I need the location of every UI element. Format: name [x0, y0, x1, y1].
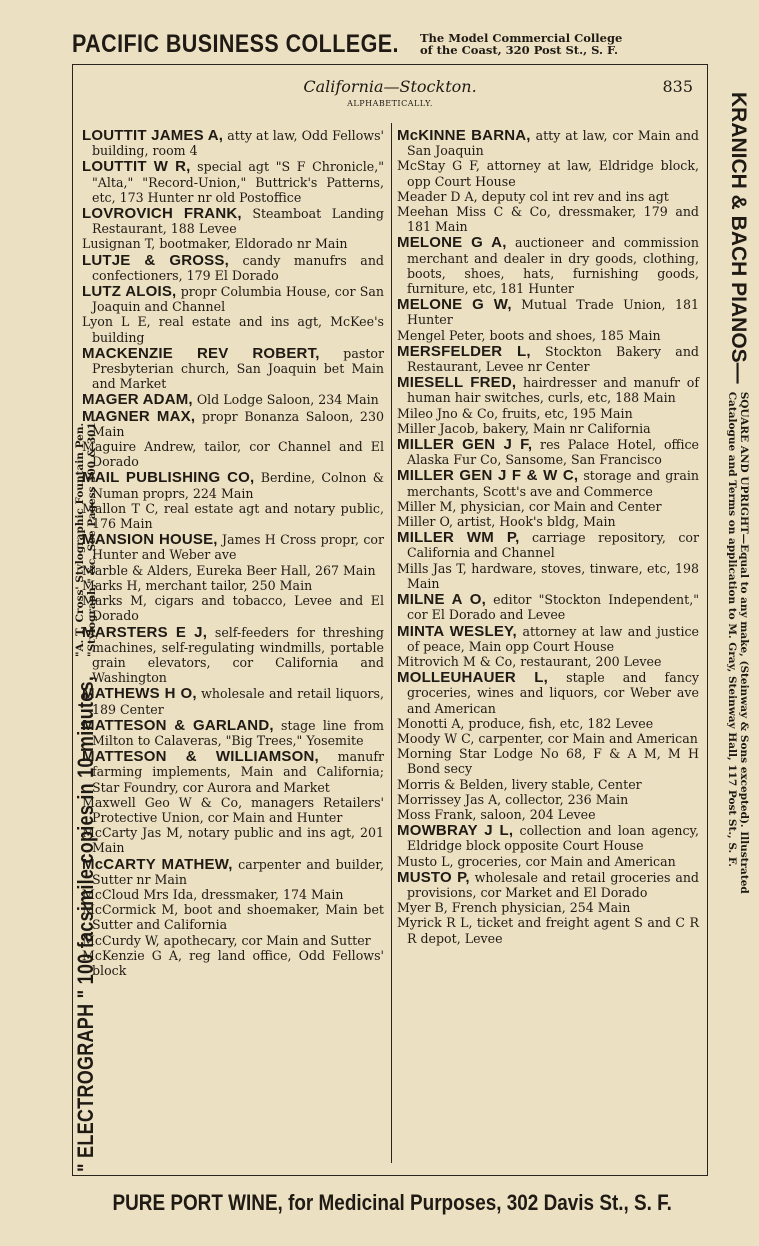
- right-column: [397, 127, 699, 946]
- entry-details: candy manufrs and confectioners, 179 El Dorado: [92, 252, 384, 283]
- entry-details: atty at law, Odd Fellows' building, room 4: [92, 128, 384, 159]
- entry-details: editor "Stockton Independent," cor El Dorado and Levee: [407, 592, 699, 623]
- directory-entry: [82, 284, 384, 314]
- entry-details: McStay G F, attorney at law, Eldridge block, opp Court House: [397, 158, 699, 189]
- entry-name: LUTJE & GROSS,: [82, 251, 229, 269]
- entry-details: Meader D A, deputy col int rev and ins agt: [397, 188, 669, 204]
- entry-name: MINTA WESLEY,: [397, 622, 517, 640]
- right-advert-main: KRANICH & BACH PIANOS—: [727, 92, 750, 384]
- entry-name: MATTESON & WILLIAMSON,: [82, 748, 319, 766]
- entry-name: MANSION HOUSE,: [82, 531, 218, 549]
- directory-entry: [82, 933, 384, 948]
- page-number: 835: [662, 77, 693, 96]
- directory-entry: [397, 854, 699, 869]
- directory-entry: [397, 807, 699, 822]
- entry-details: Marks M, cigars and tobacco, Levee and El Dorado: [82, 593, 384, 624]
- directory-entry: [82, 825, 384, 855]
- page-subtitle: ALPHABETICALLY.: [347, 99, 433, 108]
- left-advert-sub-line-2: "Stylograph," &c. See Pagess 300 & 301.: [86, 418, 98, 658]
- directory-entry: [82, 593, 384, 623]
- entry-details: Mileo Jno & Co, fruits, etc, 195 Main: [397, 405, 633, 421]
- entry-details: McCloud Mrs Ida, dressmaker, 174 Main: [82, 886, 344, 902]
- directory-entry: [397, 592, 699, 622]
- entry-details: Morning Star Lodge No 68, F & A M, M H Bond secy: [397, 746, 699, 777]
- entry-details: Maguire Andrew, tailor, cor Channel and El Dorado: [82, 439, 384, 470]
- entry-name: MUSTO P,: [397, 868, 470, 886]
- left-column: [82, 127, 384, 978]
- directory-entry: [82, 686, 384, 716]
- entry-name: MAGNER MAX,: [82, 407, 196, 425]
- top-advert-subtitle: [420, 32, 700, 56]
- directory-entry: [82, 439, 384, 469]
- top-advert-line-1: The Model Commercial College: [420, 31, 623, 45]
- directory-entry: [397, 344, 699, 374]
- entry-details: Miller Jacob, bakery, Main nr California: [397, 420, 651, 436]
- directory-entry: [397, 406, 699, 421]
- entry-details: res Palace Hotel, office Alaska Fur Co, Sansome, San Francisco: [407, 437, 700, 468]
- entry-details: Mengel Peter, boots and shoes, 185 Main: [397, 327, 661, 343]
- entry-details: self-feeders for threshing machines, self-regulating windmills, portable grain elevators, cor California and Washington: [92, 624, 384, 686]
- entry-details: Miller O, artist, Hook's bldg, Main: [397, 514, 616, 530]
- entry-name: MAIL PUBLISHING CO,: [82, 469, 255, 487]
- entry-details: Moody W C, carpenter, cor Main and American: [397, 730, 698, 746]
- entry-name: MAGER ADAM,: [82, 391, 193, 409]
- entry-details: pastor Presbyterian church, San Joaquin bet Main and Market: [92, 345, 384, 392]
- directory-entry: [397, 823, 699, 853]
- entry-details: Musto L, groceries, cor Main and American: [397, 853, 676, 869]
- directory-entry: [82, 253, 384, 283]
- entry-details: attorney at law and justice of peace, Main opp Court House: [407, 623, 699, 654]
- entry-details: carriage repository, cor California and Channel: [407, 530, 699, 561]
- page-header: [73, 75, 707, 111]
- directory-entry: [397, 235, 699, 296]
- entry-details: McKenzie G A, reg land office, Odd Fellows' block: [82, 947, 384, 978]
- entry-name: MILLER WM P,: [397, 529, 520, 547]
- directory-entry: [397, 204, 699, 234]
- directory-entry: [397, 468, 699, 498]
- entry-details: Mills Jas T, hardware, stoves, tinware, etc, 198 Main: [397, 560, 699, 591]
- directory-entry: [82, 532, 384, 562]
- entry-details: Myrick R L, ticket and freight agent S and C R R depot, Levee: [397, 915, 699, 946]
- directory-entry: [82, 470, 384, 500]
- directory-entry: [82, 578, 384, 593]
- directory-entry: [397, 437, 699, 467]
- directory-entry: [82, 563, 384, 578]
- directory-entry: [397, 777, 699, 792]
- directory-entry: [397, 654, 699, 669]
- directory-entry: [397, 716, 699, 731]
- entry-name: LOUTTIT JAMES A,: [82, 127, 224, 144]
- entry-details: stage line from Milton to Calaveras, "Big Trees," Yosemite: [92, 717, 384, 748]
- entry-name: MACKENZIE REV ROBERT,: [82, 344, 320, 362]
- top-advert-banner: [72, 24, 712, 64]
- directory-entry: [397, 670, 699, 716]
- directory-entry: [397, 421, 699, 436]
- directory-entry: [82, 749, 384, 795]
- entry-details: James H Cross propr, cor Hunter and Weber ave: [92, 532, 384, 563]
- entry-name: MOLLEUHAUER L,: [397, 669, 549, 687]
- entry-details: Meehan Miss C & Co, dressmaker, 179 and 181 Main: [397, 204, 699, 235]
- right-advert-sub: [726, 392, 750, 894]
- directory-entry: [82, 392, 384, 407]
- entry-name: MELONE G A,: [397, 234, 507, 252]
- directory-entry: [397, 189, 699, 204]
- entry-details: Mallon T C, real estate agt and notary public, 176 Main: [82, 500, 384, 532]
- directory-entry: [82, 346, 384, 392]
- directory-entry: [82, 128, 384, 158]
- entry-name: McCARTY MATHEW,: [82, 855, 233, 873]
- entry-details: Steamboat Landing Restaurant, 188 Levee: [92, 206, 384, 237]
- entry-details: special agt "S F Chronicle," "Alta," "Record-Union," Buttrick's Patterns, etc, 173 Hunter nr old Postoffice: [92, 159, 384, 205]
- directory-entry: [397, 514, 699, 529]
- directory-entry: [82, 409, 384, 439]
- entry-details: Marks H, merchant tailor, 250 Main: [82, 577, 313, 593]
- page-title: California—Stockton.: [303, 77, 477, 96]
- entry-details: McCarty Jas M, notary public and ins agt, 201 Main: [82, 825, 384, 856]
- entry-details: Moss Frank, saloon, 204 Levee: [397, 806, 596, 822]
- entry-details: McCurdy W, apothecary, cor Main and Sutter: [82, 932, 371, 948]
- entry-details: Berdine, Colnon & Numan proprs, 224 Main: [92, 470, 385, 501]
- entry-details: Morris & Belden, livery stable, Center: [397, 776, 642, 792]
- entry-details: propr Bonanza Saloon, 230 Main: [92, 408, 384, 439]
- entry-details: Lusignan T, bootmaker, Eldorado nr Main: [82, 236, 348, 252]
- entry-name: LOVROVICH FRANK,: [82, 205, 242, 223]
- entry-name: MIESELL FRED,: [397, 374, 517, 392]
- directory-entry: [82, 902, 384, 932]
- directory-entry: [82, 887, 384, 902]
- left-advert-sub-line-1: "A. T. Cross' Stylographic Fountain Pen.: [74, 422, 86, 658]
- directory-entry: [82, 795, 384, 825]
- entry-name: MOWBRAY J L,: [397, 822, 514, 840]
- entry-details: Morrissey Jas A, collector, 236 Main: [397, 791, 629, 807]
- directory-entry: [82, 206, 384, 236]
- entry-details: atty at law, cor Main and San Joaquin: [407, 128, 699, 159]
- directory-entry: [397, 128, 699, 158]
- directory-entry: [397, 297, 699, 327]
- entry-details: wholesale and retail groceries and provisions, cor Market and El Dorado: [407, 869, 699, 900]
- directory-entry: [397, 900, 699, 915]
- entry-details: Monotti A, produce, fish, etc, 182 Levee: [397, 715, 654, 731]
- entry-name: MILLER GEN J F & W C,: [397, 467, 579, 485]
- left-advert-main: " ELECTROGRAPH " 100 facsimile copies in 10 minutes,: [73, 675, 98, 1172]
- entry-details: manufr farming implements, Main and California; Star Foundry, cor Aurora and Market: [92, 749, 384, 795]
- entry-details: carpenter and builder, Sutter nr Main: [92, 856, 384, 887]
- entry-name: LOUTTIT W R,: [82, 158, 191, 176]
- directory-entry: [82, 718, 384, 748]
- right-advert-sub-line-1: SQUARE AND UPRIGHT—Equal to any make, (Steinway & Sons excepted). Illustrated: [738, 391, 750, 894]
- top-advert-line-2: of the Coast, 320 Post St., S. F.: [420, 43, 619, 57]
- directory-entry: [397, 915, 699, 945]
- directory-entry: [397, 561, 699, 591]
- directory-entry: [397, 158, 699, 188]
- directory-entry: [82, 857, 384, 887]
- directory-entry: [397, 624, 699, 654]
- directory-entry: [397, 870, 699, 900]
- entry-name: MATTESON & GARLAND,: [82, 716, 274, 734]
- entry-details: staple and fancy groceries, wines and liquors, cor Weber ave and American: [407, 670, 699, 716]
- directory-entry: [397, 530, 699, 560]
- directory-entry: [397, 499, 699, 514]
- directory-entry: [397, 746, 699, 776]
- right-advert-sub-line-2: Catalogue and Terms on application to M. Gray, Steinway Hall, 117 Post St., S. F.: [726, 391, 738, 867]
- entry-details: propr Columbia House, cor San Joaquin and Channel: [92, 284, 384, 315]
- entry-name: McKINNE BARNA,: [397, 127, 531, 144]
- entry-details: auctioneer and commission merchant and dealer in dry goods, clothing, boots, shoes, hats, furnishing goods, furniture, etc, 181 Hunter: [407, 235, 699, 297]
- directory-entry: [82, 625, 384, 686]
- directory-entry: [397, 731, 699, 746]
- entry-details: Maxwell Geo W & Co, managers Retailers' Protective Union, cor Main and Hunter: [82, 794, 384, 825]
- entry-name: MELONE G W,: [397, 296, 512, 314]
- entry-details: collection and loan agency, Eldridge block opposite Court House: [407, 823, 699, 854]
- directory-entry: [82, 314, 384, 344]
- entry-details: wholesale and retail liquors, 189 Center: [92, 686, 384, 717]
- bottom-advert-banner: [72, 1180, 712, 1226]
- entry-name: MATHEWS H O,: [82, 685, 197, 703]
- directory-entry: [82, 501, 384, 531]
- entry-details: Old Lodge Saloon, 234 Main: [196, 392, 379, 408]
- entry-name: MILNE A O,: [397, 591, 486, 609]
- entry-details: Stockton Bakery and Restaurant, Levee nr Center: [407, 343, 699, 375]
- entry-details: Mitrovich M & Co, restaurant, 200 Levee: [397, 653, 662, 669]
- entry-details: McCormick M, boot and shoemaker, Main bet Sutter and California: [82, 902, 384, 933]
- directory-entry: [397, 792, 699, 807]
- entry-details: Myer B, French physician, 254 Main: [397, 900, 631, 916]
- column-divider: [391, 123, 392, 1163]
- entry-details: Mutual Trade Union, 181 Hunter: [407, 297, 699, 328]
- directory-entry: [397, 328, 699, 343]
- entry-details: Marble & Alders, Eureka Beer Hall, 267 Main: [82, 562, 376, 578]
- entry-name: MARSTERS E J,: [82, 623, 208, 641]
- entry-name: LUTZ ALOIS,: [82, 283, 177, 301]
- directory-entry: [82, 159, 384, 205]
- right-margin-advert: [716, 92, 759, 1172]
- entry-name: MILLER GEN J F,: [397, 436, 533, 454]
- entry-details: Lyon L E, real estate and ins agt, McKee's building: [82, 314, 384, 345]
- bottom-advert-text: PURE PORT WINE, for Medicinal Purposes, 302 Davis St., S. F.: [112, 1190, 672, 1215]
- entry-details: Miller M, physician, cor Main and Center: [397, 498, 662, 514]
- entry-name: MERSFELDER L,: [397, 342, 531, 360]
- directory-entry: [82, 236, 384, 251]
- entry-details: hairdresser and manufr of human hair switches, curls, etc, 188 Main: [407, 375, 699, 406]
- directory-page-frame: [72, 64, 708, 1176]
- directory-entry: [397, 375, 699, 405]
- directory-entry: [82, 948, 384, 978]
- top-advert-title: PACIFIC BUSINESS COLLEGE.: [72, 29, 399, 58]
- entry-details: storage and grain merchants, Scott's ave and Commerce: [407, 468, 699, 499]
